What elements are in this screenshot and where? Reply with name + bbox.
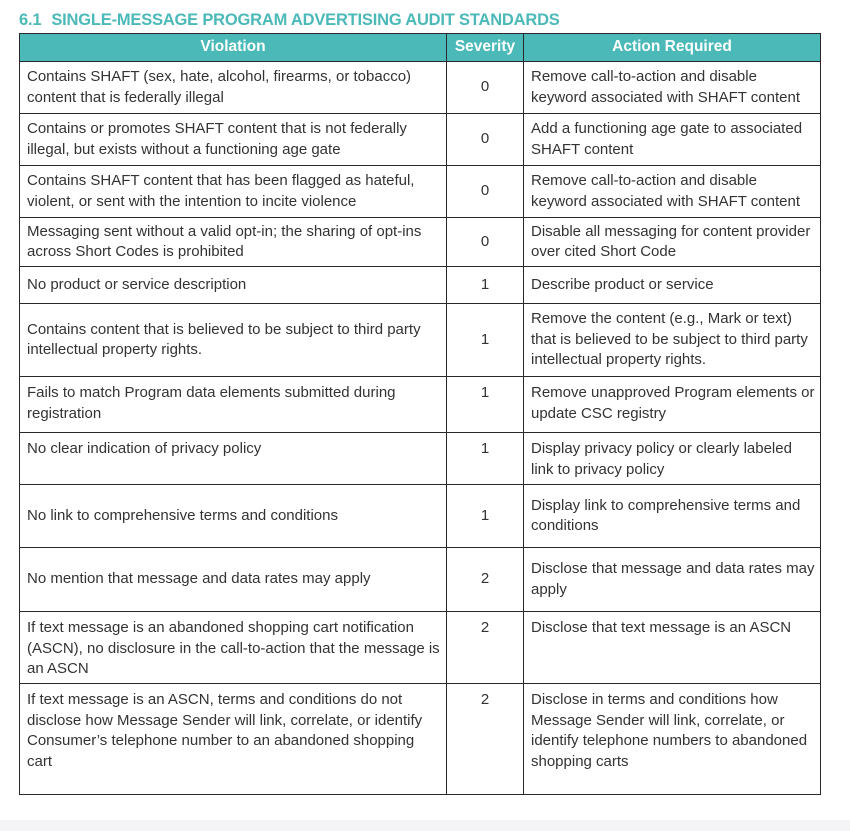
violation-cell: Contains SHAFT content that has been flagged as hateful, violent, or sent with the intention to incite violence bbox=[20, 166, 447, 218]
page-bottom-band bbox=[0, 820, 850, 831]
violation-cell: No product or service description bbox=[20, 267, 447, 304]
severity-cell: 2 bbox=[447, 548, 524, 612]
severity-cell: 1 bbox=[447, 377, 524, 433]
violation-cell: Fails to match Program data elements submitted during registration bbox=[20, 377, 447, 433]
table-row bbox=[20, 377, 821, 433]
violation-cell: Contains SHAFT (sex, hate, alcohol, firearms, or tobacco) content that is federally illegal bbox=[20, 62, 447, 114]
violation-cell: Contains or promotes SHAFT content that is not federally illegal, but exists without a functioning age gate bbox=[20, 114, 447, 166]
table-row bbox=[20, 114, 821, 166]
table-header-row bbox=[20, 34, 821, 62]
action-cell: Disable all messaging for content provider over cited Short Code bbox=[524, 218, 821, 267]
table-row bbox=[20, 218, 821, 267]
table-row bbox=[20, 166, 821, 218]
table-row bbox=[20, 684, 821, 795]
table-row bbox=[20, 267, 821, 304]
severity-cell: 0 bbox=[447, 166, 524, 218]
table-row bbox=[20, 304, 821, 377]
severity-cell: 0 bbox=[447, 62, 524, 114]
section-heading bbox=[19, 9, 839, 31]
action-cell: Remove the content (e.g., Mark or text) that is believed to be subject to third party intellectual property rights. bbox=[524, 304, 821, 377]
severity-cell: 1 bbox=[447, 304, 524, 377]
violation-cell: Contains content that is believed to be subject to third party intellectual property rights. bbox=[20, 304, 447, 377]
action-cell: Describe product or service bbox=[524, 267, 821, 304]
section-title: SINGLE-MESSAGE PROGRAM ADVERTISING AUDIT STANDARDS bbox=[51, 11, 560, 29]
violation-cell: Messaging sent without a valid opt-in; the sharing of opt-ins across Short Codes is prohibited bbox=[20, 218, 447, 267]
audit-standards-table bbox=[19, 33, 821, 795]
severity-cell: 1 bbox=[447, 433, 524, 485]
action-cell: Add a functioning age gate to associated SHAFT content bbox=[524, 114, 821, 166]
severity-cell: 0 bbox=[447, 114, 524, 166]
column-header-action-required: Action Required bbox=[524, 34, 821, 62]
action-cell: Remove call-to-action and disable keyword associated with SHAFT content bbox=[524, 166, 821, 218]
violation-cell: No clear indication of privacy policy bbox=[20, 433, 447, 485]
severity-cell: 1 bbox=[447, 485, 524, 548]
action-cell: Display link to comprehensive terms and conditions bbox=[524, 485, 821, 548]
violation-cell: If text message is an ASCN, terms and conditions do not disclose how Message Sender will link, correlate, or identify Consumer’s telephone number to an abandoned shopping cart bbox=[20, 684, 447, 795]
severity-cell: 2 bbox=[447, 612, 524, 684]
action-cell: Remove call-to-action and disable keyword associated with SHAFT content bbox=[524, 62, 821, 114]
action-cell: Display privacy policy or clearly labeled link to privacy policy bbox=[524, 433, 821, 485]
action-cell: Disclose that message and data rates may apply bbox=[524, 548, 821, 612]
table-row bbox=[20, 612, 821, 684]
table-row bbox=[20, 62, 821, 114]
action-cell: Remove unapproved Program elements or update CSC registry bbox=[524, 377, 821, 433]
violation-cell: If text message is an abandoned shopping cart notification (ASCN), no disclosure in the call-to-action that the message is an ASCN bbox=[20, 612, 447, 684]
table-row bbox=[20, 548, 821, 612]
section-number: 6.1 bbox=[19, 11, 42, 29]
violation-cell: No link to comprehensive terms and conditions bbox=[20, 485, 447, 548]
table-row bbox=[20, 433, 821, 485]
action-cell: Disclose that text message is an ASCN bbox=[524, 612, 821, 684]
table-row bbox=[20, 485, 821, 548]
action-cell: Disclose in terms and conditions how Message Sender will link, correlate, or identify telephone numbers to abandoned shopping carts bbox=[524, 684, 821, 795]
severity-cell: 0 bbox=[447, 218, 524, 267]
severity-cell: 2 bbox=[447, 684, 524, 795]
column-header-severity: Severity bbox=[447, 34, 524, 62]
column-header-violation: Violation bbox=[20, 34, 447, 62]
severity-cell: 1 bbox=[447, 267, 524, 304]
violation-cell: No mention that message and data rates may apply bbox=[20, 548, 447, 612]
